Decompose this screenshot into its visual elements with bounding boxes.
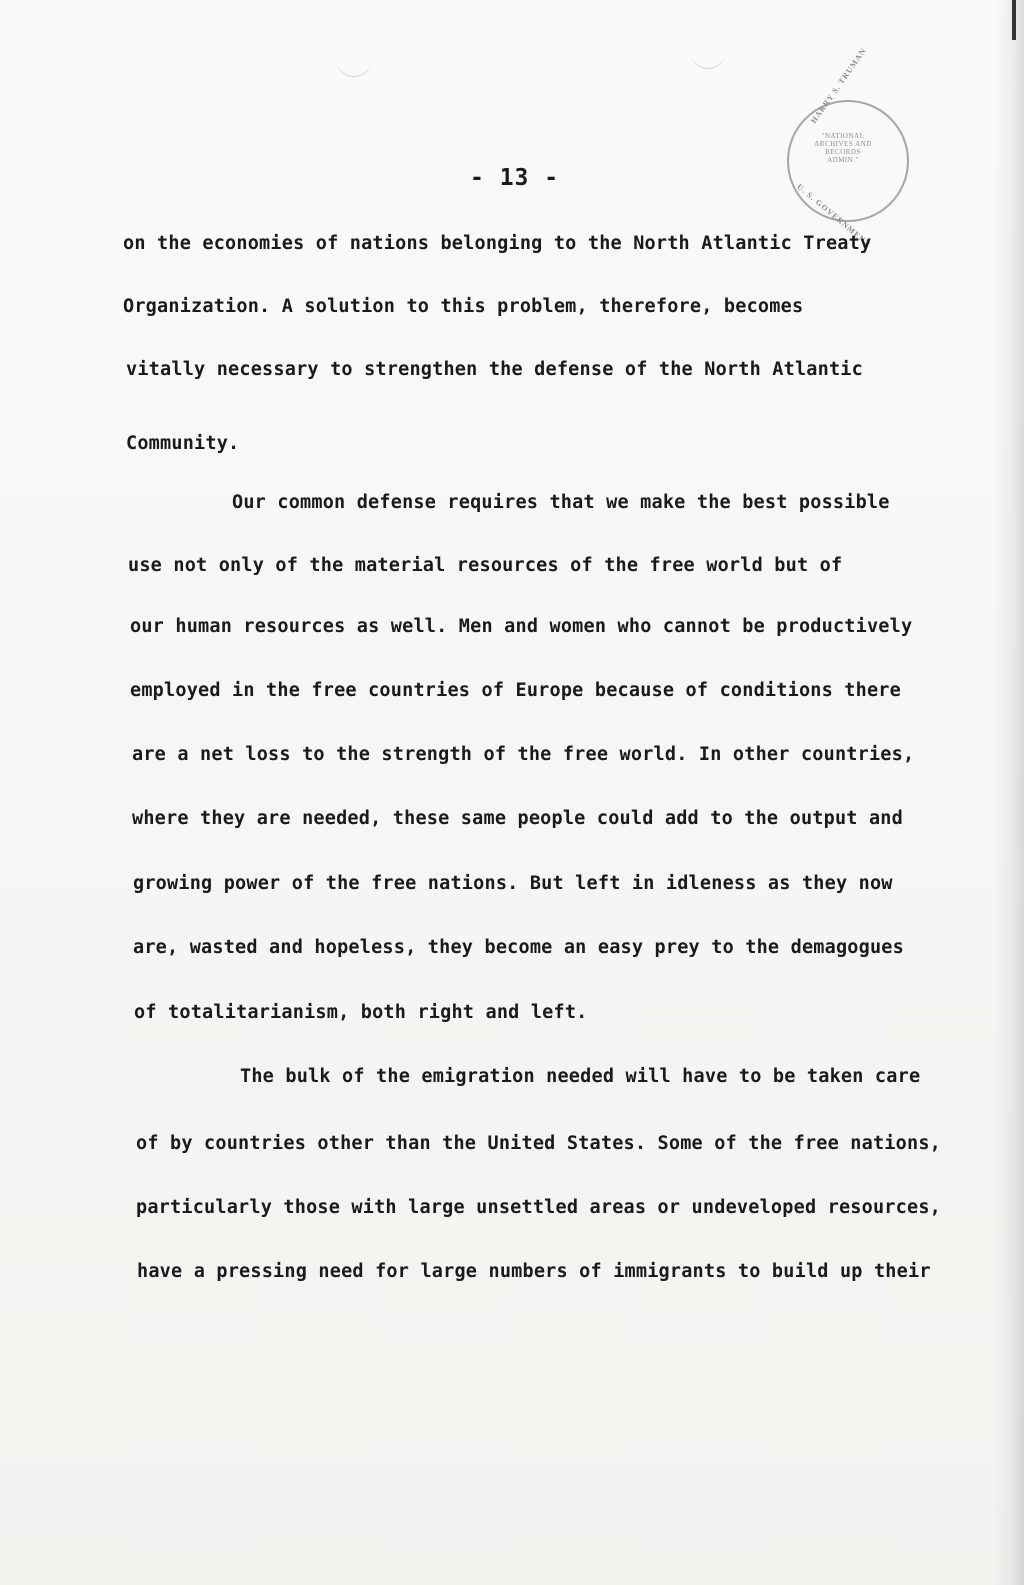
page-edge-mark [1012,0,1016,40]
text-line: Community. [126,433,240,454]
text-line: vitally necessary to strengthen the defense of the North Atlantic [126,359,863,380]
stamp-ring-text-top: HARRY S. TRUMAN [809,46,869,126]
text-line: are a net loss to the strength of the free world. In other countries, [132,744,915,765]
archive-stamp [787,46,909,249]
text-line: Our common defense requires that we make the best possible [232,492,890,513]
text-line: of totalitarianism, both right and left. [134,1002,588,1023]
punch-hole-left [336,48,372,77]
text-line: The bulk of the emigration needed will have to be taken care [240,1066,921,1087]
text-line: on the economies of nations belonging to the North Atlantic Treaty [123,233,872,254]
text-line: have a pressing need for large numbers of immigrants to build up their [137,1261,931,1282]
text-line: of by countries other than the United States. Some of the free nations, [136,1133,941,1154]
text-line: particularly those with large unsettled areas or undeveloped resources, [136,1197,941,1218]
text-line: our human resources as well. Men and women who cannot be productively [130,616,913,637]
text-line: use not only of the material resources of the free world but of [128,555,843,576]
page-edge-shadow [994,0,1024,1585]
text-line: where they are needed, these same people could add to the output and [132,808,903,829]
text-line: Organization. A solution to this problem, therefore, becomes [123,296,804,317]
text-line: growing power of the free nations. But left in idleness as they now [133,873,893,894]
page-number: - 13 - [470,165,560,191]
punch-hole-right [690,40,726,69]
text-line: are, wasted and hopeless, they become an easy prey to the demagogues [133,937,904,958]
stamp-ring-text-bottom: U. S. GOVERNMENT [795,182,873,249]
text-line: employed in the free countries of Europe because of conditions there [130,680,901,701]
stamp-inner-text: "NATIONAL ARCHIVES AND RECORDS ADMIN." [814,132,872,164]
